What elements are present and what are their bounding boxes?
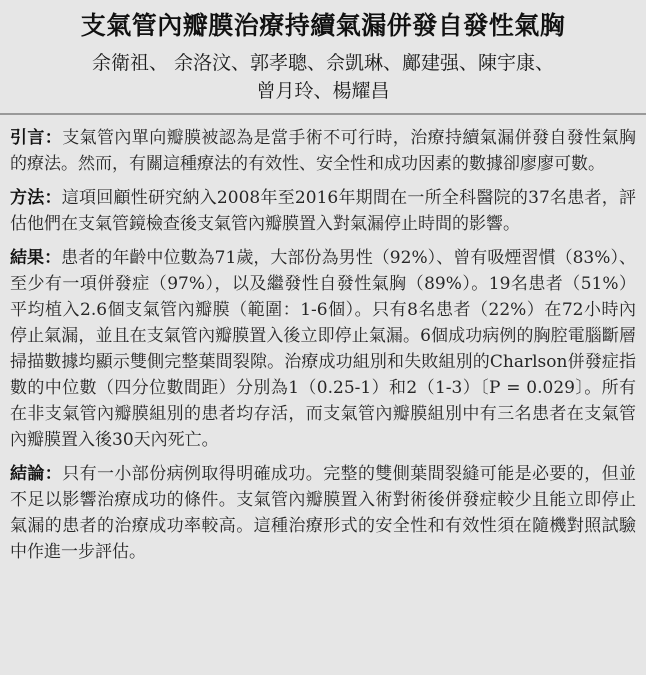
header [0, 0, 646, 105]
section-label-introduction: 引言： [10, 128, 63, 148]
section-methods [10, 185, 636, 237]
author-list [0, 49, 646, 105]
section-text-methods: 這項回顧性研究納入2008年至2016年期間在一所全科醫院的37名患者，評估他們在支氣管鏡檢查後支氣管內瓣膜置入對氣漏停止時間的影響。 [10, 188, 636, 234]
author-line-2: 曾月玲、楊耀昌 [256, 80, 390, 102]
paper-title: 支氣管內瓣膜治療持續氣漏併發自發性氣胸 [80, 11, 566, 40]
section-label-methods: 方法： [10, 188, 62, 208]
section-text-introduction: 支氣管內單向瓣膜被認為是當手術不可行時，治療持續氣漏併發自發性氣胸的療法。然而，有關這種療法的有效性、安全性和成功因素的數據卻廖廖可數。 [10, 128, 637, 174]
section-label-conclusion: 結論： [10, 464, 63, 484]
author-line-1: 余衛祖、 余洛汶、郭孝聰、佘凱琳、鄺建强、陳宇康、 [91, 52, 555, 74]
section-conclusion [10, 461, 636, 565]
section-text-conclusion: 只有一小部份病例取得明確成功。完整的雙側葉間裂縫可能是必要的，但並不足以影響治療成功的條件。支氣管內瓣膜置入術對術後併發症較少且能立即停止氣漏的患者的治療成功率較高。這種治療形式的安全性和有效性須在隨機對照試驗中作進一步評估。 [10, 464, 637, 562]
abstract-body [0, 115, 646, 565]
section-introduction [10, 125, 636, 177]
section-text-results: 患者的年齡中位數為71歲，大部份為男性（92%）、曾有吸煙習慣（83%）、至少有一項併發症（97%），以及繼發性自發性氣胸（89%）。19名患者（51%）平均植入2.6個支氣管內瓣膜（範圍：1-6個）。只有8名患者（22%）在72小時內停止氣漏，並且在支氣管內瓣膜置入後立即停止氣漏。6個成功病例的胸腔電腦斷層掃描數據均顯示雙側完整葉間裂隙。治療成功組別和失敗組別的Charlson併發症指數的中位數（四分位數間距）分別為1（0.25-1）和2（1-3）〔P = 0.029〕。所有在非支氣管內瓣膜組別的患者均存活，而支氣管內瓣膜組別中有三名患者在支氣管內瓣膜置入後30天內死亡。 [10, 248, 637, 450]
section-results [10, 245, 636, 453]
section-label-results: 結果： [10, 248, 62, 268]
